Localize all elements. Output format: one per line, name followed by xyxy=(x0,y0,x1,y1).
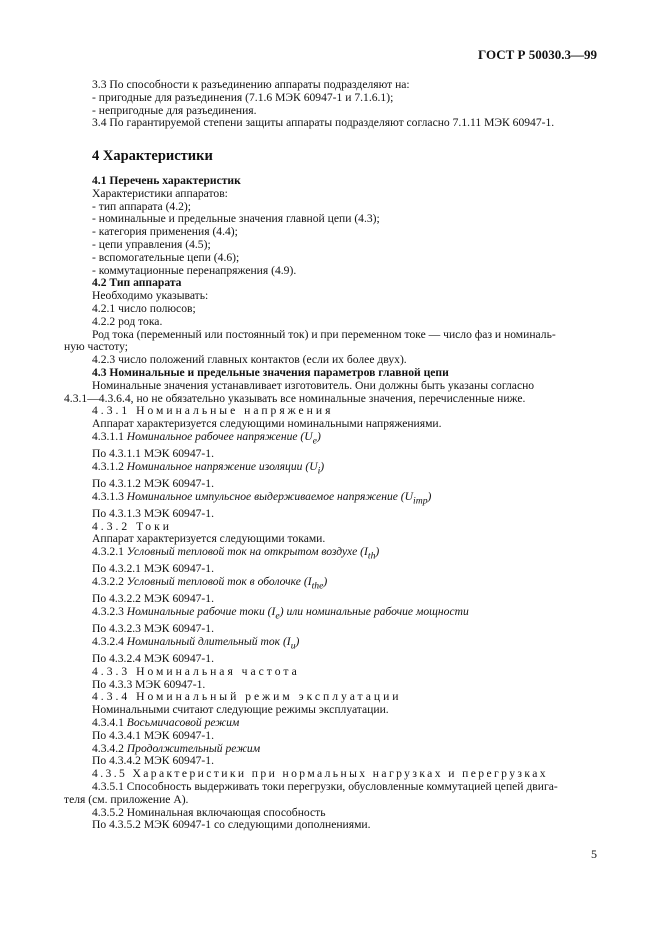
document-header: ГОСТ Р 50030.3—99 xyxy=(478,47,597,62)
clause-line xyxy=(92,717,599,730)
text-line: По 4.3.1.1 МЭК 60947-1. xyxy=(92,447,214,461)
spaced-heading: 4.3.1 Номинальные напряжения xyxy=(92,404,334,418)
clause-line xyxy=(92,576,599,593)
subsection-heading: 4.1 Перечень характеристик xyxy=(92,173,241,187)
spaced-heading: 4.3.4 Номинальный режим эксплуатации xyxy=(92,690,402,704)
text-line: - непригодные для разъединения. xyxy=(92,103,257,117)
text-line: Род тока (переменный или постоянный ток) и при переменном токе — число фаз и номиналь- xyxy=(92,327,556,341)
text-line: По 4.3.5.2 МЭК 60947-1 со следующими дополнениями. xyxy=(92,818,371,832)
list-item: - коммутационные перенапряжения (4.9). xyxy=(92,263,297,277)
text-line: По 4.3.2.4 МЭК 60947-1. xyxy=(92,652,214,666)
text-line: По 4.3.2.3 МЭК 60947-1. xyxy=(92,622,214,636)
clause-title-end: ) или номинальные рабочие мощности xyxy=(279,605,469,619)
text-line: По 4.3.3 МЭК 60947-1. xyxy=(92,677,206,691)
clause-title-end: ) xyxy=(375,545,380,559)
text-line: 4.2.1 число полюсов; xyxy=(92,301,196,315)
clause-title: Восьмичасовой режим xyxy=(126,716,240,730)
clause-line xyxy=(92,431,599,448)
text-line: 4.2.3 число положений главных контактов (если их более двух). xyxy=(92,353,407,367)
clause-number: 4.3.4.2 xyxy=(92,741,127,755)
spaced-heading: 4.3.5 Характеристики при нормальных нагрузках и перегрузках xyxy=(92,767,548,781)
subscript: e xyxy=(275,610,280,622)
clause-title: Номинальное импульсное выдерживаемое напряжение (U xyxy=(126,489,414,503)
list-item: - вспомогательные цепи (4.6); xyxy=(92,250,240,264)
text-line: По 4.3.1.3 МЭК 60947-1. xyxy=(92,506,214,520)
subscript: th xyxy=(367,550,376,562)
clause-number: 4.3.2.4 xyxy=(92,634,127,648)
clause-line xyxy=(92,636,599,653)
clause-title: Номинальный длительный ток (I xyxy=(126,634,291,648)
list-item: - категория применения (4.4); xyxy=(92,225,238,239)
clause-number: 4.3.2.2 xyxy=(92,575,127,589)
subsection-heading: 4.3 Номинальные и предельные значения параметров главной цепи xyxy=(92,365,449,379)
clause-number: 4.3.1.2 xyxy=(92,459,127,473)
text-line: По 4.3.2.1 МЭК 60947-1. xyxy=(92,562,214,576)
subscript: u xyxy=(290,640,296,652)
subscript: the xyxy=(311,580,324,592)
text-line: Необходимо указывать: xyxy=(92,289,209,303)
text-line: - пригодные для разъединения (7.1.6 МЭК 60947-1 и 7.1.6.1); xyxy=(92,90,394,104)
clause-title: Условный тепловой ток на открытом воздухе (I xyxy=(126,545,368,559)
clause-number: 4.3.4.1 xyxy=(92,716,127,730)
subscript: e xyxy=(312,435,317,447)
clause-line xyxy=(92,546,599,563)
spaced-heading: 4.3.3 Номинальная частота xyxy=(92,664,300,678)
document-body xyxy=(64,78,599,832)
clause-number: 4.3.1.3 xyxy=(92,489,127,503)
clause-line xyxy=(92,461,599,478)
text-line: По 4.3.4.1 МЭК 60947-1. xyxy=(92,728,214,742)
text-line: По 4.3.1.2 МЭК 60947-1. xyxy=(92,476,214,490)
text-line: 4.3.5.2 Номинальная включающая способность xyxy=(92,805,326,819)
text-line: Аппарат характеризуется следующими токами. xyxy=(92,532,326,546)
clause-title-end: ) xyxy=(295,634,300,648)
subscript: i xyxy=(317,465,321,477)
clause-line xyxy=(92,491,599,508)
clause-title: Номинальное напряжение изоляции (U xyxy=(126,459,318,473)
subsection-heading: 4.2 Тип аппарата xyxy=(92,276,182,290)
text-line: 4.3.5.1 Способность выдерживать токи перегрузки, обусловленные коммутацией цепей двига- xyxy=(92,780,558,794)
clause-title-end: ) xyxy=(427,489,432,503)
text-line: Номинальными считают следующие режимы эксплуатации. xyxy=(92,703,389,717)
list-item: - цепи управления (4.5); xyxy=(92,237,211,251)
text-line: Характеристики аппаратов: xyxy=(92,186,228,200)
text-line: 3.4 По гарантируемой степени защиты аппараты подразделяют согласно 7.1.11 МЭК 60947-1. xyxy=(92,116,555,130)
clause-line xyxy=(92,606,599,623)
section-heading: 4 Характеристики xyxy=(92,148,213,165)
text-line: По 4.3.2.2 МЭК 60947-1. xyxy=(92,592,214,606)
clause-number: 4.3.2.1 xyxy=(92,545,127,559)
clause-title-end: ) xyxy=(320,459,325,473)
spaced-heading: 4.3.2 Токи xyxy=(92,519,172,533)
text-line: По 4.3.4.2 МЭК 60947-1. xyxy=(92,754,214,768)
text-line: 3.3 По способности к разъединению аппараты подразделяют на: xyxy=(92,78,410,91)
text-line: теля (см. приложение А). xyxy=(64,792,189,806)
clause-title-end: ) xyxy=(316,429,321,443)
text-line: 4.3.1—4.3.6.4, но не обязательно указывать все номинальные значения, перечисленные ниже. xyxy=(64,391,526,405)
clause-title: Продолжительный режим xyxy=(126,741,261,755)
text-line: ную частоту; xyxy=(64,340,129,354)
text-line: 4.2.2 род тока. xyxy=(92,314,163,328)
clause-title: Номинальные рабочие токи (I xyxy=(126,605,276,619)
text-line: Номинальные значения устанавливает изготовитель. Они должны быть указаны согласно xyxy=(92,378,535,392)
clause-title: Номинальное рабочее напряжение (U xyxy=(126,429,313,443)
clause-title: Условный тепловой ток в оболочке (I xyxy=(126,575,312,589)
page-number: 5 xyxy=(591,847,597,861)
clause-number: 4.3.2.3 xyxy=(92,605,127,619)
subscript: imp xyxy=(413,495,428,507)
list-item: - тип аппарата (4.2); xyxy=(92,199,192,213)
clause-title-end: ) xyxy=(323,575,328,589)
clause-number: 4.3.1.1 xyxy=(92,429,127,443)
text-line: Аппарат характеризуется следующими номинальными напряжениями. xyxy=(92,417,442,431)
list-item: - номинальные и предельные значения главной цепи (4.3); xyxy=(92,212,380,226)
